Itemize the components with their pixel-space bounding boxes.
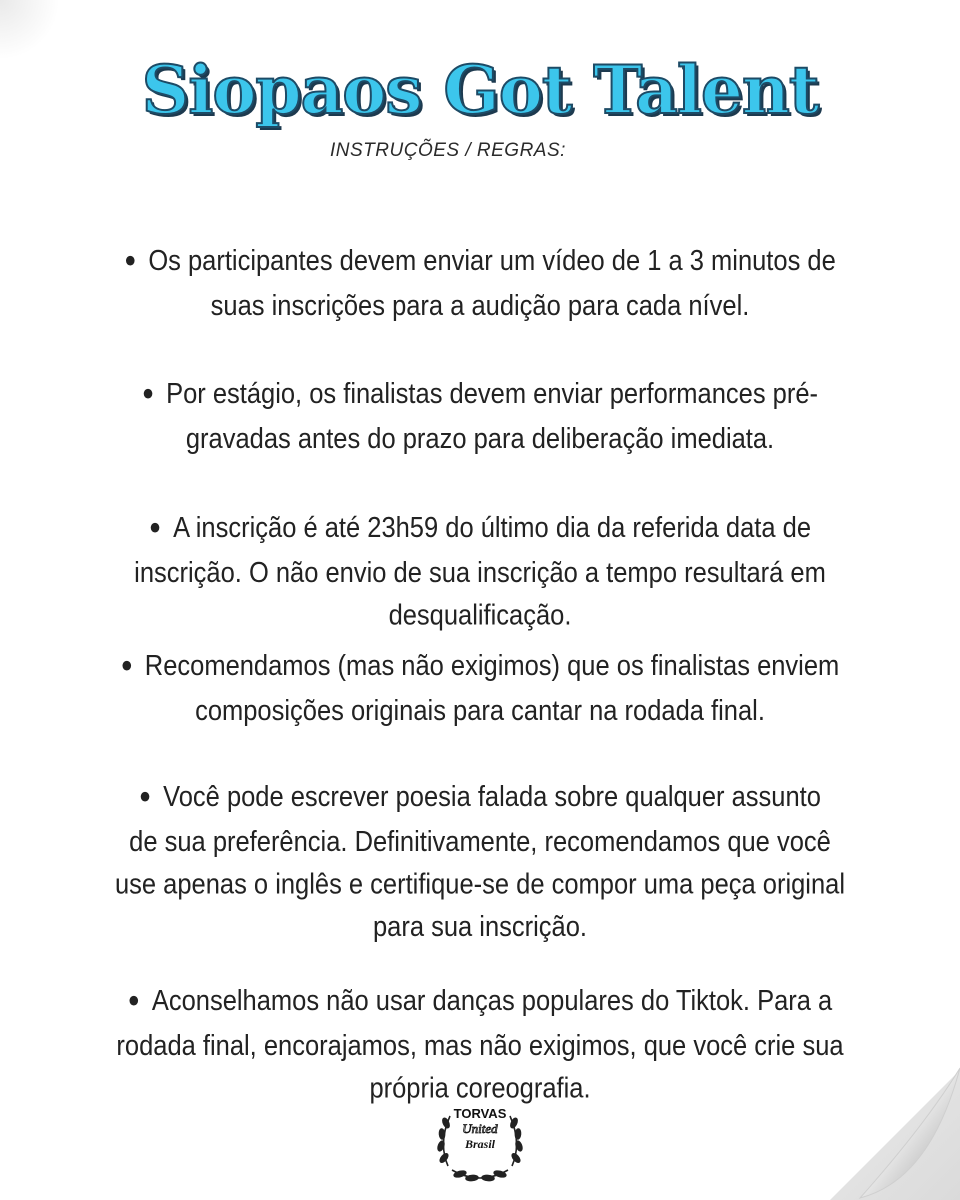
logo-line-2: United [462, 1121, 498, 1136]
rule-line: composições originais para cantar na rodada final. [195, 695, 765, 727]
rule-line: ● A inscrição é até 23h59 do último dia da referida data de [148, 512, 812, 544]
rule-line: ● Aconselhamos não usar danças populares do Tiktok. Para a [127, 985, 833, 1017]
rule-item [70, 240, 890, 327]
rule-line: para sua inscrição. [372, 911, 588, 943]
logo-line-1: TORVAS [453, 1106, 507, 1121]
bullet-icon: ● [120, 652, 133, 678]
bullet-icon: ● [127, 987, 140, 1013]
logo-line-3: Brasil [464, 1137, 496, 1151]
rule-line: ● Você pode escrever poesia falada sobre qualquer assunto [139, 781, 821, 813]
torvas-united-brasil-logo [430, 1088, 530, 1188]
rule-line: ● Recomendamos (mas não exigimos) que os finalistas enviem [120, 650, 840, 682]
rule-item [70, 373, 890, 460]
rule-line: gravadas antes do prazo para deliberação imediata. [185, 423, 775, 455]
bullet-icon: ● [148, 514, 162, 540]
rule-line: rodada final, encorajamos, mas não exigimos, que você crie sua [116, 1030, 844, 1062]
rule-line: suas inscrições para a audição para cada nível. [210, 290, 750, 322]
rule-line: própria coreografia. [369, 1072, 591, 1105]
rule-item [70, 776, 890, 948]
rule-item [70, 507, 890, 637]
bullet-icon: ● [139, 783, 152, 809]
rule-line: use apenas o inglês e certifique-se de compor uma peça original [114, 868, 845, 901]
bullet-icon: ● [141, 380, 155, 406]
page-curl-decoration [820, 1030, 960, 1200]
rule-line: de sua preferência. Definitivamente, recomendamos que você [129, 826, 831, 858]
rule-line: inscrição. O não envio de sua inscrição a tempo resultará em [134, 557, 826, 589]
rule-line: ● Os participantes devem enviar um vídeo de 1 a 3 minutos de [124, 245, 836, 277]
page-title: Siopaos Got Talent [141, 51, 819, 129]
page-subtitle: INSTRUÇÕES / REGRAS: [330, 140, 566, 161]
rule-line: desqualificação. [388, 599, 572, 632]
bullet-icon: ● [124, 247, 137, 273]
rule-item [70, 645, 890, 732]
rule-line: ● Por estágio, os finalistas devem enviar performances pré- [141, 378, 819, 410]
